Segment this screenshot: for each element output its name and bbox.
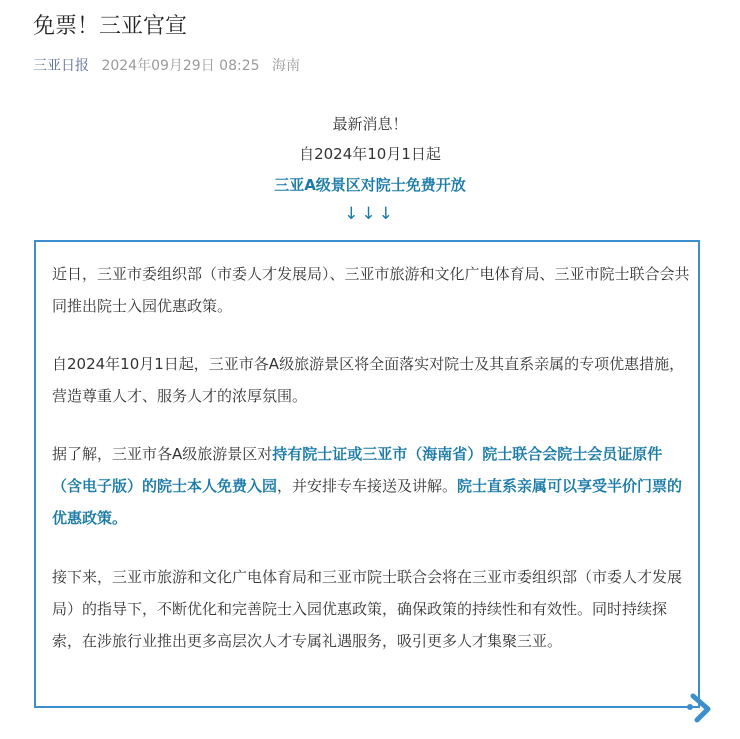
intro-headline: 最新消息！ xyxy=(332,115,408,133)
paragraph-3-text-b: ，并安排专车接送及讲解。 xyxy=(277,477,458,495)
content-box xyxy=(34,240,700,708)
article-meta xyxy=(33,56,300,76)
source-link[interactable]: 三亚日报 xyxy=(33,58,89,74)
paragraph-4: 接下来，三亚市旅游和文化广电体育局和三亚市院士联合会将在三亚市委组织部（市委人才发展局）的指导下，不断优化和完善院士入园优惠政策，确保政策的持续性和有效性。同时持续探索，在涉旅行业推出更多高层次人才专属礼遇服务，吸引更多人才集聚三亚。 xyxy=(52,568,683,650)
publish-date: 2024年09月29日 08:25 xyxy=(101,58,260,74)
paragraph-1: 近日，三亚市委组织部（市委人才发展局）、三亚市旅游和文化广电体育局、三亚市院士联合会共同推出院士入园优惠政策。 xyxy=(52,265,690,315)
paragraph-3 xyxy=(52,438,692,534)
paragraph-3-highlight-a: 持有院士证或三亚市（海南省）院士联合会院士会员证原件（含电子版）的院士本人免费入园 xyxy=(52,445,663,495)
corner-arrow-icon xyxy=(684,693,714,723)
paragraph-3-highlight-b: 院士直系亲属可以享受半价门票的优惠政策。 xyxy=(52,477,683,527)
article-title: 免票！三亚官宣 xyxy=(33,14,188,39)
paragraph-2: 自2024年10月1日起，三亚市各A级旅游景区将全面落实对院士及其直系亲属的专项优惠措施，营造尊重人才、服务人才的浓厚氛围。 xyxy=(52,355,685,405)
down-arrows-icon: ↓↓↓ xyxy=(344,204,396,224)
paragraph-3-text-a: 据了解，三亚市各A级旅游景区对 xyxy=(52,445,273,463)
publish-location: 海南 xyxy=(271,58,300,74)
intro-date: 自2024年10月1日起 xyxy=(299,145,441,163)
intro-highlight: 三亚A级景区对院士免费开放 xyxy=(274,176,466,194)
